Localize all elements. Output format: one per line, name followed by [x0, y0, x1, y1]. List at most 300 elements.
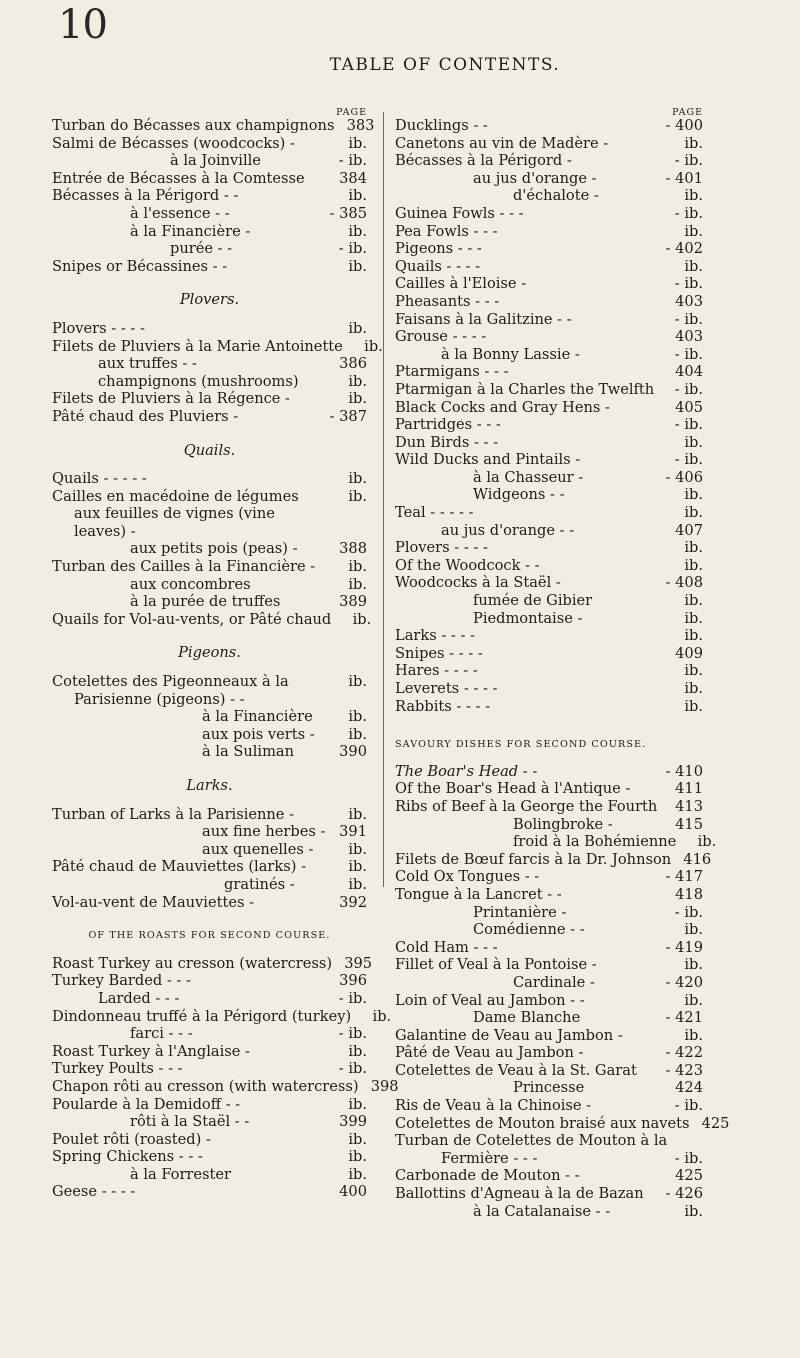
- toc-entry: [52, 1043, 367, 1061]
- entry-page: 416: [683, 850, 712, 868]
- entry-title: Ducklings - -: [395, 117, 488, 134]
- toc-entry: [395, 293, 703, 311]
- toc-entry: [395, 187, 703, 205]
- toc-entry: [395, 921, 703, 939]
- entry-page: - 422: [665, 1044, 703, 1062]
- toc-entry: [52, 954, 373, 973]
- toc-entry: [52, 876, 367, 894]
- entry-title: Loin of Veal au Jambon - -: [395, 991, 585, 1009]
- entry-page: - 426: [665, 1185, 703, 1203]
- toc-entry: [52, 1007, 392, 1026]
- entry-title: Turban des Cailles à la Financière -: [52, 558, 316, 576]
- toc-entry: [395, 416, 703, 434]
- entry-page: 392: [339, 893, 367, 911]
- entry-title: Guinea Fowls - - -: [395, 204, 524, 222]
- entry-title: Pigeons - - -: [395, 240, 482, 258]
- toc-entry: [395, 223, 703, 241]
- entry-page: - ib.: [674, 310, 703, 328]
- entry-page: ib.: [348, 558, 367, 576]
- entry-title: aux quenelles -: [202, 840, 314, 858]
- entry-page: - ib.: [674, 451, 703, 469]
- entry-title: Ptarmigan à la Charles the Twelfth: [395, 380, 655, 398]
- entry-title: Bécasses à la Périgord - -: [52, 187, 239, 205]
- toc-entry: [395, 763, 703, 781]
- toc-entry: [52, 1060, 367, 1078]
- toc-entry: [395, 504, 703, 522]
- entry-title: Partridges - - -: [395, 416, 501, 434]
- entry-title: Printanière -: [473, 903, 567, 921]
- entry-page: - ib.: [338, 1060, 367, 1078]
- toc-entry: [395, 451, 703, 469]
- toc-entry: [52, 258, 367, 276]
- entry-page: ib.: [684, 697, 703, 715]
- toc-entry: [52, 1113, 367, 1131]
- entry-title: à la Joinville: [170, 152, 261, 170]
- entry-title: Carbonade de Mouton - -: [395, 1167, 580, 1185]
- entry-title: Geese - - - -: [52, 1183, 136, 1201]
- entry-page: 386: [339, 355, 367, 373]
- entry-title: fumée de Gibier: [473, 592, 593, 610]
- entry-title: Pâté de Veau au Jambon -: [395, 1044, 584, 1062]
- toc-entry: [52, 205, 367, 223]
- entry-page: - ib.: [338, 240, 367, 258]
- entry-page: ib.: [348, 257, 367, 275]
- entry-title: Turban of Larks à la Parisienne -: [52, 805, 295, 823]
- toc-entry: [395, 1132, 703, 1150]
- entry-title: à la Chasseur -: [473, 468, 584, 486]
- entry-page: ib.: [348, 134, 367, 152]
- entry-title: Chapon rôti au cresson (with watercress): [52, 1077, 359, 1095]
- entry-title: Pea Fowls - - -: [395, 222, 498, 240]
- toc-entry: [395, 992, 703, 1010]
- entry-title: Pâté chaud des Pluviers -: [52, 407, 239, 425]
- toc-entry: [395, 135, 703, 153]
- entry-page: - 417: [665, 868, 703, 886]
- entry-title: Teal - - - - -: [395, 504, 474, 522]
- toc-entry: [52, 152, 367, 170]
- entry-title: Vol-au-vent de Mauviettes -: [52, 893, 255, 911]
- toc-entry: [395, 328, 703, 346]
- toc-entry: [395, 258, 703, 276]
- toc-entry: [395, 645, 703, 663]
- entry-page: 403: [675, 292, 703, 310]
- toc-entry: [395, 868, 703, 886]
- entry-title: Turkey Poults - - -: [52, 1060, 183, 1078]
- entry-page: - 387: [329, 407, 367, 425]
- entry-page: - 401: [665, 169, 703, 187]
- entry-title: Plovers - - - -: [395, 539, 488, 557]
- toc-entry: [395, 170, 703, 188]
- entry-page: ib.: [348, 187, 367, 205]
- entry-page: 425: [701, 1114, 730, 1132]
- entry-page: ib.: [684, 433, 703, 451]
- toc-entry: [395, 346, 703, 364]
- entry-page: 388: [339, 540, 367, 558]
- toc-entry: [52, 488, 367, 541]
- entry-page: ib.: [348, 805, 367, 823]
- toc-entry: [395, 117, 703, 135]
- entry-title: Fillet of Veal à la Pontoise -: [395, 956, 597, 974]
- entry-page: - ib.: [338, 989, 367, 1007]
- entry-page: ib.: [684, 556, 703, 574]
- page-column-header: PAGE: [672, 107, 703, 118]
- toc-entry: [395, 904, 703, 922]
- entry-title: au jus d'orange - -: [441, 521, 575, 539]
- entry-page: ib.: [372, 1007, 392, 1025]
- toc-entry: [52, 1077, 399, 1096]
- toc-entry: [52, 841, 367, 859]
- toc-entry: [52, 187, 367, 205]
- toc-entry: [52, 1148, 367, 1166]
- entry-page: 400: [339, 1183, 367, 1201]
- entry-title: à la purée de truffes: [130, 593, 281, 611]
- entry-title: d'échalote -: [513, 187, 599, 205]
- entry-title: aux fine herbes -: [202, 823, 326, 841]
- entry-page: ib.: [348, 470, 367, 488]
- entry-title: froid à la Bohémienne: [513, 833, 677, 851]
- toc-entry: [395, 363, 703, 381]
- entry-title: Cardinale -: [513, 973, 595, 991]
- entry-title: Cotelettes des Pigeonneaux à la Parisienne (pigeons) - -: [52, 673, 289, 708]
- entry-page: 418: [675, 885, 703, 903]
- section-heading: Larks.: [186, 777, 233, 794]
- entry-page: ib.: [348, 673, 367, 691]
- entry-page: ib.: [348, 875, 367, 893]
- running-title: TABLE OF CONTENTS.: [329, 55, 561, 75]
- entry-page: 411: [675, 780, 703, 798]
- entry-page: - ib.: [674, 345, 703, 363]
- entry-page: ib.: [684, 921, 703, 939]
- toc-entry: [52, 408, 367, 426]
- entry-title: à l'essence - -: [130, 204, 230, 222]
- entry-page: - 421: [665, 1009, 703, 1027]
- toc-entry: [52, 337, 383, 356]
- entry-page: 396: [339, 972, 367, 990]
- toc-entry: [395, 1167, 703, 1185]
- entry-page: ib.: [684, 662, 703, 680]
- entry-title: Larded - - -: [98, 989, 180, 1007]
- entry-title: Princesse: [513, 1079, 585, 1097]
- entry-title: Grouse - - - -: [395, 328, 487, 346]
- section-heading: Plovers.: [179, 291, 240, 309]
- toc-entry: [52, 470, 367, 488]
- entry-title: Faisans à la Galitzine - -: [395, 310, 572, 328]
- entry-title: à la Forrester: [130, 1165, 232, 1183]
- entry-page: ib.: [348, 1165, 367, 1183]
- toc-entry: [52, 990, 367, 1008]
- entry-page: 415: [675, 815, 703, 833]
- entry-title: Quails for Vol-au-vents, or Pâté chaud: [52, 610, 332, 628]
- toc-entry: [395, 1009, 703, 1027]
- entry-title: aux petits pois (peas) -: [130, 540, 298, 558]
- entry-page: ib.: [684, 486, 703, 504]
- entry-page: 425: [675, 1167, 703, 1185]
- page-number: 10: [58, 2, 107, 48]
- toc-entry: [395, 610, 703, 628]
- entry-page: - ib.: [674, 204, 703, 222]
- entry-page: 405: [675, 398, 703, 416]
- entry-page: 398: [370, 1077, 399, 1095]
- toc-entry: [52, 1183, 367, 1201]
- entry-page: ib.: [684, 1026, 703, 1044]
- entry-title: Turkey Barded - - -: [52, 972, 191, 990]
- toc-entry: [52, 373, 367, 391]
- toc-entry: [395, 592, 703, 610]
- entry-title: à la Catalanaise - -: [473, 1202, 611, 1220]
- toc-entry: [52, 743, 367, 761]
- entry-page: - 408: [665, 574, 703, 592]
- entry-title: Cailles en macédoine de légumes aux feuilles de vignes (vine leaves) -: [52, 487, 299, 540]
- entry-page: ib.: [684, 504, 703, 522]
- toc-entry: [395, 522, 703, 540]
- entry-title: farci - - -: [130, 1025, 193, 1043]
- contents-column-right: [395, 107, 730, 1220]
- contents-column-left: [52, 107, 399, 1201]
- entry-page: ib.: [684, 539, 703, 557]
- entry-title: The Boar's Head - -: [395, 762, 538, 780]
- entry-title: Widgeons - -: [473, 486, 565, 504]
- toc-entry: [395, 1097, 703, 1115]
- entry-page: - 406: [665, 468, 703, 486]
- entry-page: - ib.: [674, 1097, 703, 1115]
- entry-title: Ptarmigans - - -: [395, 363, 509, 381]
- toc-entry: [395, 381, 703, 399]
- entry-page: 409: [675, 644, 703, 662]
- toc-entry: [395, 1044, 703, 1062]
- entry-title: Black Cocks and Gray Hens -: [395, 398, 610, 416]
- toc-entry: [395, 1062, 703, 1080]
- toc-entry: [52, 610, 372, 629]
- entry-title: Galantine de Veau au Jambon -: [395, 1026, 623, 1044]
- entry-page: ib.: [684, 134, 703, 152]
- entry-title: Of the Boar's Head à l'Antique -: [395, 780, 631, 798]
- entry-title: à la Bonny Lassie -: [441, 345, 580, 363]
- entry-page: 390: [339, 743, 367, 761]
- toc-entry: [395, 833, 717, 851]
- entry-title: Woodcocks à la Staël -: [395, 574, 561, 592]
- entry-page: - ib.: [674, 903, 703, 921]
- entry-page: ib.: [348, 840, 367, 858]
- toc-entry: [395, 399, 703, 417]
- entry-page: 384: [339, 169, 367, 187]
- toc-entry: [52, 972, 367, 990]
- toc-entry: [52, 390, 367, 408]
- entry-title: Cailles à l'Eloise -: [395, 275, 527, 293]
- entry-title: Dame Blanche: [473, 1009, 581, 1027]
- entry-title: Poularde à la Demidoff - -: [52, 1095, 241, 1113]
- entry-title: Salmi de Bécasses (woodcocks) -: [52, 134, 295, 152]
- toc-entry: [52, 1096, 367, 1114]
- entry-title: Quails - - - -: [395, 257, 481, 275]
- entry-page: ib.: [684, 680, 703, 697]
- entry-title: champignons (mushrooms): [98, 372, 299, 390]
- entry-page: ib.: [684, 222, 703, 240]
- toc-entry: [52, 540, 367, 558]
- toc-entry: [395, 662, 703, 680]
- entry-page: 413: [675, 797, 703, 815]
- entry-page: ib.: [348, 1130, 367, 1148]
- entry-title: Of the Woodcock - -: [395, 556, 540, 574]
- toc-entry: [52, 240, 367, 258]
- toc-entry: [395, 886, 703, 904]
- entry-title: au jus d'orange -: [473, 169, 597, 187]
- entry-page: ib.: [684, 257, 703, 275]
- entry-title: Pâté chaud de Mauviettes (larks) -: [52, 858, 306, 876]
- entry-title: Snipes - - - -: [395, 644, 483, 662]
- toc-entry: [395, 816, 703, 834]
- toc-entry: [52, 320, 367, 338]
- entry-page: - 385: [329, 204, 367, 222]
- toc-entry: [52, 894, 367, 912]
- entry-page: ib.: [348, 725, 367, 743]
- toc-entry: [395, 1203, 703, 1221]
- entry-title: Snipes or Bécassines - -: [52, 257, 228, 275]
- entry-page: - ib.: [338, 152, 367, 170]
- entry-title: Dindonneau truffé à la Périgord (turkey): [52, 1007, 352, 1025]
- entry-title: aux concombres: [130, 575, 251, 593]
- toc-entry: [395, 1185, 703, 1203]
- entry-page: ib.: [684, 956, 703, 974]
- entry-page: 404: [675, 363, 703, 381]
- toc-entry: [52, 223, 367, 241]
- entry-page: - 402: [665, 240, 703, 258]
- entry-page: ib.: [348, 1042, 367, 1060]
- entry-title: Larks - - - -: [395, 627, 475, 645]
- entry-page: 403: [675, 328, 703, 346]
- entry-title: à la Financière -: [130, 222, 251, 240]
- entry-page: 395: [344, 954, 373, 972]
- course-heading: SAVOURY DISHES FOR SECOND COURSE.: [395, 739, 647, 751]
- toc-entry: [52, 1025, 367, 1043]
- entry-title: Ribs of Beef à la George the Fourth: [395, 797, 658, 815]
- toc-entry: [395, 434, 703, 452]
- toc-entry: [395, 1027, 703, 1045]
- entry-title: Rabbits - - - -: [395, 697, 491, 715]
- entry-page: 389: [339, 593, 367, 611]
- entry-page: ib.: [684, 187, 703, 205]
- entry-title: gratinés -: [224, 875, 295, 893]
- toc-entry: [52, 1131, 367, 1149]
- entry-title: Canetons au vin de Madère -: [395, 134, 609, 152]
- entry-title: Bécasses à la Périgord -: [395, 152, 572, 170]
- entry-title: Turban do Bécasses aux champignons: [52, 117, 335, 134]
- section-heading: Quails.: [183, 441, 236, 459]
- toc-entry: [395, 469, 703, 487]
- toc-entry: [395, 557, 703, 575]
- entry-page: ib.: [697, 833, 717, 851]
- entry-title: Ballottins d'Agneau à la de Bazan: [395, 1185, 644, 1203]
- toc-entry: [395, 152, 703, 170]
- toc-entry: [52, 170, 367, 188]
- entry-page: 424: [675, 1079, 703, 1097]
- entry-title: Fermière - - -: [441, 1149, 538, 1167]
- entry-title: Roast Turkey au cresson (watercress): [52, 954, 333, 972]
- entry-page: ib.: [348, 858, 367, 876]
- entry-page: - 420: [665, 973, 703, 991]
- toc-entry: [395, 680, 703, 698]
- toc-entry: [52, 806, 367, 824]
- toc-entry: [395, 698, 703, 716]
- entry-title: Plovers - - - -: [52, 319, 145, 337]
- entry-title: purée - -: [170, 240, 233, 258]
- entry-page: - 400: [665, 117, 703, 134]
- toc-entry: [395, 574, 703, 592]
- section-heading: Pigeons.: [178, 644, 241, 662]
- toc-entry: [395, 627, 703, 645]
- toc-entry: [52, 355, 367, 373]
- column-divider: [383, 112, 384, 887]
- entry-title: Quails - - - - -: [52, 470, 147, 488]
- entry-page: ib.: [348, 319, 367, 337]
- entry-page: ib.: [348, 1148, 367, 1166]
- entry-title: Filets de Bœuf farcis à la Dr. Johnson: [395, 850, 672, 868]
- toc-entry: [52, 1166, 367, 1184]
- entry-title: Wild Ducks and Pintails -: [395, 451, 581, 469]
- entry-title: Piedmontaise -: [473, 609, 583, 627]
- entry-page: ib.: [348, 575, 367, 593]
- page-column-header: PAGE: [336, 107, 367, 118]
- toc-entry: [395, 956, 703, 974]
- toc-entry: [395, 240, 703, 258]
- toc-entry: [52, 576, 367, 594]
- entry-page: ib.: [364, 337, 383, 355]
- entry-title: Cold Ham - - -: [395, 938, 498, 956]
- toc-entry: [52, 858, 367, 876]
- toc-entry: [395, 1150, 703, 1168]
- course-heading: OF THE ROASTS FOR SECOND COURSE.: [88, 930, 331, 942]
- entry-page: ib.: [684, 1202, 703, 1220]
- entry-page: 383: [346, 117, 375, 134]
- entry-title: Turban de Cotelettes de Mouton à la: [395, 1132, 668, 1150]
- entry-page: ib.: [684, 627, 703, 645]
- toc-entry: [395, 1079, 703, 1097]
- toc-entry: [395, 486, 703, 504]
- entry-title: Roast Turkey à l'Anglaise -: [52, 1042, 250, 1060]
- entry-page: - ib.: [674, 1149, 703, 1167]
- entry-title: à la Suliman: [202, 743, 295, 761]
- entry-title: Bolingbroke -: [513, 815, 613, 833]
- entry-title: Pheasants - - -: [395, 292, 500, 310]
- entry-title: Filets de Pluviers à la Marie Antoinette: [52, 337, 343, 355]
- toc-entry: [395, 205, 703, 223]
- entry-title: Comédienne - -: [473, 921, 585, 939]
- toc-entry: [52, 726, 367, 744]
- entry-title: Dun Birds - - -: [395, 433, 499, 451]
- toc-entry: [395, 275, 703, 293]
- entry-page: - ib.: [674, 275, 703, 293]
- entry-title: aux truffes - -: [98, 355, 197, 373]
- entry-title: Tongue à la Lancret - -: [395, 885, 562, 903]
- toc-entry: [395, 974, 703, 992]
- entry-title: Filets de Pluviers à la Régence -: [52, 390, 290, 408]
- toc-entry: [52, 593, 367, 611]
- entry-page: ib.: [348, 390, 367, 408]
- toc-entry: [52, 117, 375, 135]
- entry-title: à la Financière: [202, 708, 313, 726]
- entry-title: Poulet rôti (roasted) -: [52, 1130, 211, 1148]
- toc-entry: [395, 780, 703, 798]
- entry-page: ib.: [348, 222, 367, 240]
- toc-entry: [395, 798, 703, 816]
- entry-page: - 410: [665, 762, 703, 780]
- entry-title: Cotelettes de Veau à la St. Garat: [395, 1061, 637, 1079]
- toc-entry: [52, 823, 367, 841]
- entry-page: ib.: [348, 1095, 367, 1113]
- entry-page: - 423: [665, 1061, 703, 1079]
- entry-page: 399: [339, 1113, 367, 1131]
- toc-entry: [395, 311, 703, 329]
- toc-entry: [395, 539, 703, 557]
